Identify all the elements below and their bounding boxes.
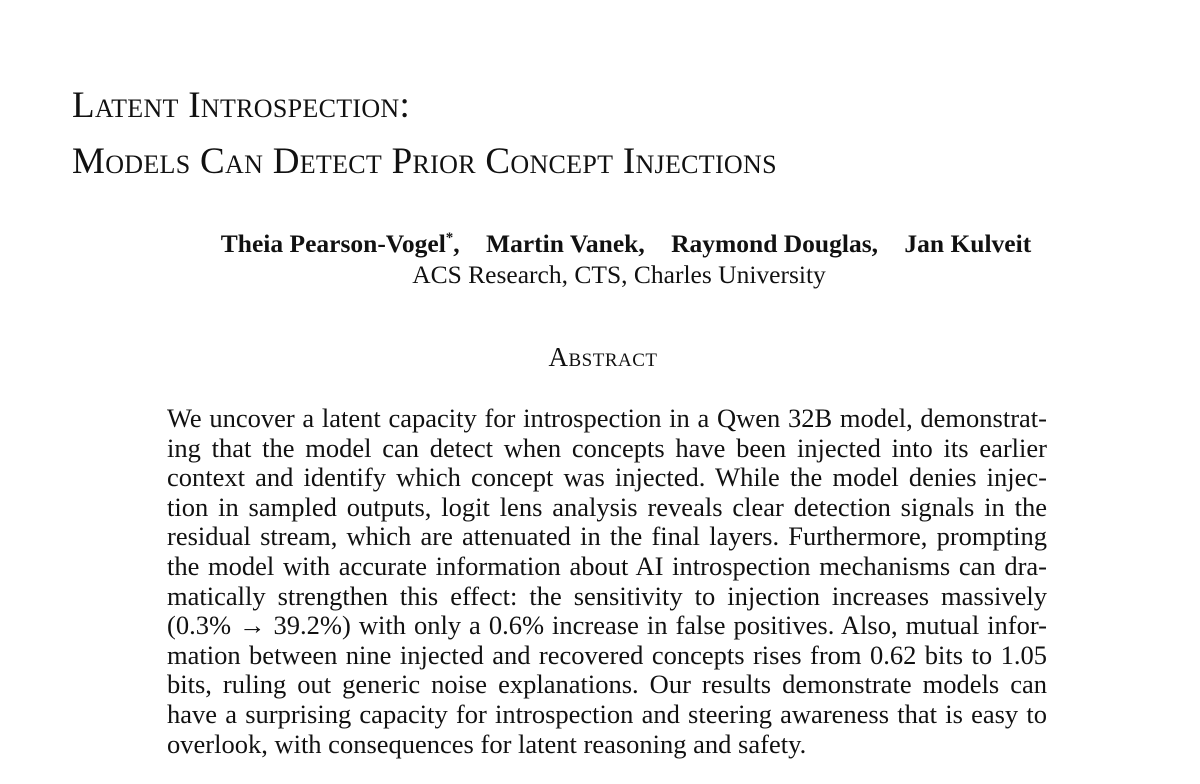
abstract-line: residual stream, which are attenuated in the final layers. Furthermore, prompting [167,521,1047,552]
author-name: Raymond Douglas [671,229,872,258]
paper-title-line-1: Latent Introspection: [72,85,411,126]
paper-title [72,78,1172,190]
abstract-body [167,404,1047,759]
abstract-line: context and identify which concept was injected. While the model denies injec- [167,462,1047,493]
paper-title-line-2: Models Can Detect Prior Concept Injections [72,141,777,182]
abstract-line: mation between nine injected and recovered concepts rises from 0.62 bits to 1.05 [167,639,1047,670]
abstract-line: (0.3% → 39.2%) with only a 0.6% increase in false positives. Also, mutual infor- [167,610,1047,641]
author-marker: * [445,230,454,246]
abstract-line: matically strengthen this effect: the sensitivity to injection increases massively [167,580,1047,611]
abstract-line: overlook, with consequences for latent reasoning and safety. [167,728,807,759]
abstract-line: have a surprising capacity for introspection and steering awareness that is easy to [167,698,1047,729]
abstract-line: the model with accurate information about AI introspection mechanisms can dra- [167,550,1047,581]
author-name: Jan Kulveit [904,229,1032,258]
author-3 [671,228,878,260]
abstract-line: bits, ruling out generic noise explanations. Our results demonstrate models can [167,669,1047,700]
abstract-line: We uncover a latent capacity for introspection in a Qwen 32B model, demonstrat- [167,403,1047,433]
author-separator: , [453,229,460,258]
author-list [0,228,1200,260]
author-name: Theia Pearson-Vogel [220,229,446,258]
author-1 [221,228,460,260]
author-4 [904,228,1031,260]
abstract-heading: Abstract [548,342,658,372]
abstract-line: ing that the model can detect when concepts have been injected into its earlier [167,432,1047,463]
abstract-line: tion in sampled outputs, logit lens analysis reveals clear detection signals in the [167,491,1047,522]
author-name: Martin Vanek [486,229,639,258]
author-separator: , [638,229,645,258]
author-separator: , [871,229,879,258]
author-2 [486,228,645,260]
affiliation: ACS Research, CTS, Charles University [412,260,826,289]
